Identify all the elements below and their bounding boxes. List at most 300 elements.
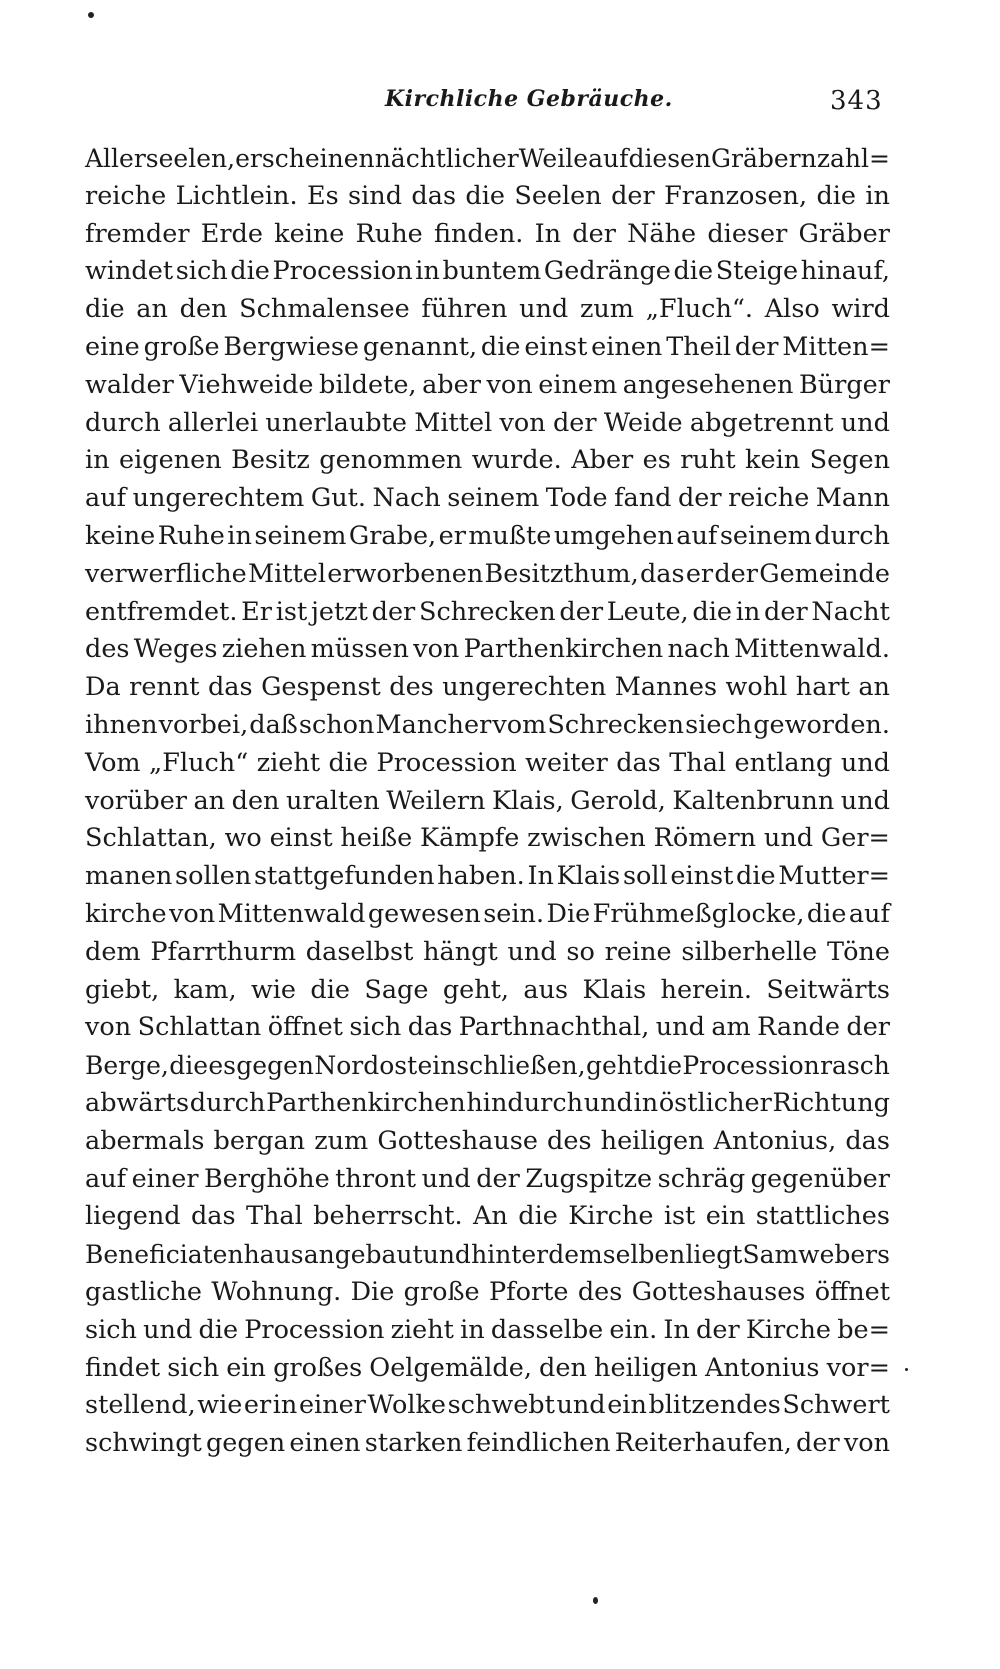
word: kirche [85,898,167,929]
word: An [473,1201,508,1232]
word: ungerechten [442,672,607,703]
word: Thal [669,747,727,778]
word: Mittel [248,558,327,589]
word: Er [241,596,272,627]
word: sind [348,180,403,211]
word: Antonius, [713,1125,837,1156]
word: wie [197,1390,243,1421]
word: Weide [603,407,683,438]
word: Mitten= [782,331,890,362]
page-number: 343 [830,86,883,116]
word: findet [85,1352,161,1383]
word: von [486,369,533,400]
word: zahl= [816,144,890,173]
word: jetzt [310,596,368,627]
word: vor= [826,1352,890,1383]
word: zieht [390,1314,454,1345]
text-line [85,1047,890,1085]
word: Vom [85,747,141,778]
word: des [577,1276,623,1307]
word: hinauf, [800,256,890,287]
word: starken [364,1428,463,1459]
word: Gedränge [543,256,671,287]
word: mußte [468,520,552,551]
word: beherrscht. [313,1201,463,1232]
word: gegenüber [750,1163,890,1194]
word: Also [764,294,820,325]
word: sich [175,256,228,287]
word: sich [167,1352,220,1383]
word: Allerseelen, [85,144,236,173]
word: keine [85,520,156,551]
word: Aber [571,445,634,476]
word: von [85,1012,132,1043]
word: verwerfliche [85,558,247,589]
word: Bergwiese [223,331,360,362]
word: erscheinen [235,144,375,173]
word: ist [275,596,308,627]
word: liegt [685,1240,743,1270]
word: der [559,596,604,627]
word: Seitwärts [766,974,890,1005]
word: in [735,596,761,627]
word: demselben [548,1240,686,1270]
word: Zugspitze [525,1163,653,1194]
word: Weges [133,634,218,665]
word: der [714,558,758,589]
word: die [806,898,847,929]
word: Nacht [811,596,890,627]
word: Nach [372,483,441,514]
word: Rande [757,1012,840,1043]
word: die [673,256,714,287]
word: siech [685,709,753,740]
word: ein [607,1390,647,1421]
word: Weilern [386,785,486,816]
word: blitzendes [648,1390,781,1421]
word: an [858,672,890,703]
word: Procession [272,256,413,287]
word: geworden. [753,709,890,740]
word: Procession [376,747,517,778]
text-line [85,1236,890,1274]
word: abermals [85,1125,205,1156]
word: von [843,1428,890,1459]
text-line [85,442,890,480]
word: der [552,407,597,438]
word: reiche [85,180,167,211]
word: heiligen [600,1125,705,1156]
word: dem [85,936,141,967]
word: Es [306,180,339,211]
text-line [85,1085,890,1123]
word: die [816,180,857,211]
word: die [169,1051,208,1081]
word: sich [85,1314,137,1345]
word: Viehweide [179,369,314,400]
word: heiße [340,823,413,854]
word: der [696,1314,740,1345]
word: ihnen [85,709,158,740]
word: es [642,445,671,476]
word: das [407,1012,453,1043]
word: stellend, [85,1390,196,1421]
word: und [421,1163,471,1194]
word: dasselbe [490,1314,604,1345]
word: Grabe, [348,520,437,551]
word: das [411,180,457,211]
text-line [85,1312,890,1350]
word: von [413,634,460,665]
text-line [85,1123,890,1161]
word: Kirche [568,1201,654,1232]
word: Die [350,1276,395,1307]
word: Kämpfe [420,823,520,854]
word: Gräbern [711,144,817,173]
word: Besitzthum, [484,558,639,589]
word: schräg [657,1163,746,1194]
word: der [677,483,722,514]
word: des [389,672,434,703]
text-line [85,631,890,669]
word: die [85,294,125,325]
text-line [85,707,890,745]
word: Samwebers [742,1240,890,1270]
body-text [85,140,890,1463]
word: Seelen [514,180,602,211]
word: Berge, [85,1051,169,1081]
word: daß [249,709,298,740]
word: und [763,823,814,854]
word: hindurch [466,1087,584,1118]
word: windet [85,256,174,287]
word: Die [546,898,591,929]
word: vorüber [85,785,187,816]
word: Schrecken [547,709,685,740]
word: wohl [725,672,788,703]
word: nächtlicher [374,144,519,173]
text-line [85,1274,890,1312]
word: Klais, [491,785,564,816]
ink-speck-top [88,12,94,18]
text-line [85,405,890,443]
running-head [0,86,1000,126]
word: das [845,1125,890,1156]
word: Kirche [745,1314,832,1345]
word: und [507,936,557,967]
word: umgehen [553,520,674,551]
word: die [465,180,505,211]
word: sich [349,1012,402,1043]
text-line [85,178,890,216]
word: einer [131,1163,199,1194]
word: Ruhe [157,520,225,551]
word: am [711,1012,751,1043]
word: der [734,331,779,362]
text-line [85,556,890,594]
word: in [633,1087,659,1118]
text-line [85,1425,890,1463]
word: Ger= [820,823,890,854]
word: zwischen [527,823,646,854]
word: der [476,1163,520,1194]
word: Schlattan [137,1012,262,1043]
word: genommen [319,445,463,476]
word: unerlaubte [265,407,407,438]
text-line [85,972,890,1010]
word: stattliches [755,1201,890,1232]
word: auf [676,520,718,551]
word: auf [85,483,127,514]
word: in [415,256,440,287]
word: einst [524,331,588,362]
word: Mutter= [778,861,890,892]
word: gewesen [367,898,481,929]
word: der [611,180,655,211]
text-line [85,896,890,934]
word: vom [492,709,547,740]
word: Mannes [614,672,718,703]
word: einschließen, [417,1051,586,1081]
word: thront [335,1163,417,1194]
word: Gut. [310,483,366,514]
word: Reiterhaufen, [614,1428,792,1459]
text-line [85,858,890,896]
text-line [85,480,890,518]
text-line [85,1387,890,1425]
word: an [136,294,168,325]
word: Gemeinde [759,558,890,589]
word: und [422,1240,471,1270]
word: ein. [609,1314,658,1345]
word: Theil [666,331,732,362]
text-line [85,783,890,821]
word: den [539,1352,587,1383]
word: einem [538,369,618,400]
word: Beneficiatenhaus [85,1240,304,1270]
word: Töne [827,936,890,967]
word: Parthnachthal, [458,1012,650,1043]
word: in [227,520,252,551]
word: rasch [820,1051,890,1081]
word: entfremdet. [85,596,238,627]
word: walder [85,369,174,400]
word: auf [588,144,629,173]
word: Nordost [314,1051,418,1081]
word: rennt [129,672,200,703]
word: In [663,1314,690,1345]
word: die [736,861,776,892]
word: den [179,294,228,325]
word: Mittenwald [217,898,366,929]
word: Da [85,672,121,703]
word: des [85,634,130,665]
word: fand [614,483,672,514]
word: Pforte [489,1276,569,1307]
word: „Fluch“. [645,294,754,325]
word: Bürger [798,369,890,400]
word: Pfarrthurm [150,936,297,967]
word: die [230,256,270,287]
word: Lichtlein. [175,180,298,211]
word: fremder [85,218,190,249]
word: wurde. [471,445,562,476]
word: Besitz [231,445,310,476]
word: den [231,785,280,816]
word: giebt, [85,974,160,1005]
word: ein [226,1352,266,1383]
word: keine [274,218,345,249]
word: bergan [213,1125,306,1156]
word: das [616,747,661,778]
word: und [840,747,890,778]
word: wie [250,974,297,1005]
word: Parthenkirchen [266,1087,466,1118]
ink-speck-bottom [593,1597,598,1604]
word: vorbei, [158,709,249,740]
word: seinem [719,520,812,551]
word: gastliche [85,1276,202,1307]
text-line [85,329,890,367]
word: großes [273,1352,363,1383]
word: weiter [525,747,608,778]
word: Schrecken [418,596,556,627]
word: Erde [200,218,263,249]
word: Schlattan, [85,823,217,854]
word: Franzosen, [664,180,808,211]
word: zum [579,294,634,325]
text-line [85,1198,890,1236]
word: silberhelle [681,936,818,967]
text-line [85,253,890,291]
word: auf [848,898,890,929]
word: Gräber [798,218,890,249]
word: Mancher [375,709,492,740]
word: müssen [310,634,409,665]
word: hinter [471,1240,549,1270]
word: einer [298,1390,366,1421]
word: auf [85,1163,127,1194]
word: und [655,1012,705,1043]
word: er [685,558,714,589]
word: Gerold, [570,785,666,816]
word: in [865,180,890,211]
word: Berghöhe [204,1163,330,1194]
word: kein [745,445,801,476]
word: Steige [715,256,799,287]
word: schon [298,709,375,740]
word: Gespenst [261,672,381,703]
word: einst [269,823,333,854]
word: und [840,785,890,816]
text-line [85,934,890,972]
word: erworbenen [327,558,484,589]
word: in [460,1314,485,1345]
word: Schwert [782,1390,890,1421]
word: in [272,1390,298,1421]
word: ist [663,1201,696,1232]
word: der [764,596,808,627]
word: hart [795,672,850,703]
word: reiche [728,483,810,514]
word: geht, [442,974,510,1005]
word: Schmalensee [239,294,410,325]
word: die [198,1314,239,1345]
word: reine [604,936,672,967]
word: seinem [254,520,347,551]
text-line [85,1161,890,1199]
word: ziehen [221,634,307,665]
word: von [169,898,216,929]
word: Thal [245,1201,303,1232]
word: öffnet [267,1012,343,1043]
word: In [527,861,554,892]
word: wird [831,294,890,325]
word: abgetrennt [689,407,834,438]
word: allerlei [167,407,259,438]
word: ungerechtem [132,483,305,514]
word: durch [85,407,161,438]
word: Procession [682,1051,820,1081]
word: angebaut [303,1240,423,1270]
word: und [143,1314,193,1345]
word: dieser [707,218,788,249]
word: Segen [809,445,890,476]
word: stattgefunden [253,861,435,892]
word: be= [837,1314,890,1345]
word: Wolke [367,1390,447,1421]
word: buntem [442,256,542,287]
word: geht [585,1051,643,1081]
word: das [207,672,253,703]
word: des [547,1125,592,1156]
word: führen [421,294,508,325]
word: durch [189,1087,266,1118]
text-line [85,820,890,858]
word: sein. [483,898,545,929]
word: Kaltenbrunn [672,785,835,816]
word: er [243,1390,272,1421]
word: liegend [85,1201,181,1232]
word: gegen [236,1051,314,1081]
word: zum [314,1125,369,1156]
word: Klais [582,974,647,1005]
word: angesehenen [622,369,794,400]
word: Ruhe [355,218,423,249]
word: öffnet [814,1276,890,1307]
word: der [796,1428,840,1459]
text-line [85,216,890,254]
word: die [328,747,369,778]
word: die [480,331,521,362]
word: wo [224,823,262,854]
running-title: Kirchliche Gebräuche. [385,86,673,112]
word: kam, [173,974,237,1005]
word: Leute, [606,596,689,627]
word: gegen [205,1428,286,1459]
word: aus [523,974,569,1005]
word: einst [670,861,734,892]
word: es [208,1051,236,1081]
text-line [85,745,890,783]
word: Procession [244,1314,385,1345]
word: Klais [556,861,621,892]
text-line [85,140,890,178]
word: so [566,936,595,967]
word: die [518,1201,558,1232]
word: Frühmeßglocke, [592,898,805,929]
word: manen [85,861,173,892]
